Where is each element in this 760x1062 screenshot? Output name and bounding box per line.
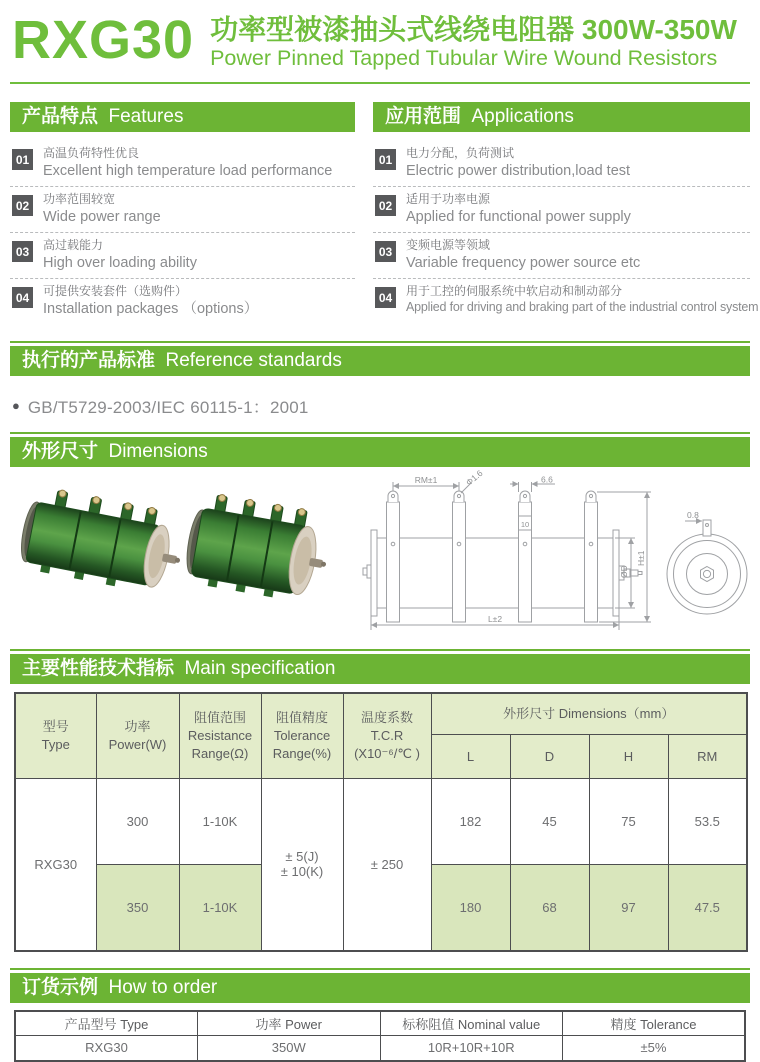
- dim-label-length: L±2: [487, 613, 503, 624]
- order-col-power: 功率 Power: [198, 1011, 381, 1036]
- item-number-badge: 02: [12, 195, 33, 216]
- side-view: [363, 482, 651, 630]
- table-row: [15, 1036, 745, 1061]
- order-heading-cn: 订货示例: [22, 976, 99, 998]
- item-text-cn: 高过载能力: [43, 238, 104, 253]
- list-item: [10, 141, 355, 187]
- list-item: [373, 141, 750, 187]
- item-text-cn: 电力分配，负荷测试: [406, 146, 515, 160]
- product-photo-1: [16, 484, 189, 597]
- spec-heading: [10, 654, 750, 684]
- table-row: [15, 1011, 745, 1036]
- section-top-rule: [10, 432, 750, 434]
- applications-column: [373, 102, 759, 325]
- order-cell-nominal: 10R+10R+10R: [380, 1036, 563, 1061]
- bullet-icon: ●: [12, 397, 20, 413]
- header-divider: [10, 82, 750, 84]
- spec-section: [0, 649, 760, 952]
- cell-d: 45: [510, 779, 589, 865]
- table-row: [15, 779, 747, 865]
- standards-heading: [10, 346, 750, 376]
- item-text-en: Applied for driving and braking part of the industrial control system: [406, 300, 759, 315]
- dimensions-heading-en: Dimensions: [108, 440, 208, 462]
- list-item: [373, 233, 750, 279]
- features-column: [10, 102, 355, 325]
- col-header-dimensions: 外形尺寸 Dimensions（mm）: [431, 693, 747, 735]
- features-heading: [10, 102, 355, 132]
- item-text-en: Installation packages （options）: [43, 301, 259, 318]
- cell-type: RXG30: [15, 779, 96, 951]
- spec-heading-en: Main specification: [184, 657, 336, 679]
- order-table: [14, 1010, 746, 1062]
- list-item: [373, 279, 759, 322]
- cell-tolerance: ± 5(J) ± 10(K): [261, 779, 343, 951]
- dim-label-tab-width-inner: 10: [520, 519, 530, 529]
- cell-h: 75: [589, 779, 668, 865]
- standard-text: GB/T5729-2003/IEC 60115-1：2001: [27, 397, 309, 417]
- standards-heading-en: Reference standards: [165, 349, 342, 371]
- order-cell-tolerance: ±5%: [563, 1036, 746, 1061]
- list-item: [10, 279, 355, 324]
- cell-d: 68: [510, 865, 589, 951]
- order-cell-type: RXG30: [15, 1036, 198, 1061]
- item-number-badge: 03: [375, 241, 396, 262]
- order-heading-en: How to order: [108, 976, 218, 998]
- product-photos: [10, 473, 355, 633]
- applications-heading-en: Applications: [471, 106, 574, 127]
- end-view: [667, 520, 747, 614]
- order-heading: [10, 973, 750, 1003]
- item-number-badge: 04: [375, 287, 396, 308]
- col-header-resistance: 阻值范围 Resistance Range(Ω): [179, 693, 261, 779]
- section-top-rule: [10, 968, 750, 970]
- dim-label-tab-width: 6.6: [541, 474, 553, 484]
- cell-rm: 53.5: [668, 779, 747, 865]
- spec-heading-cn: 主要性能技术指标: [22, 657, 175, 679]
- cell-range: 1-10K: [179, 865, 261, 951]
- cell-power: 300: [96, 779, 179, 865]
- item-number-badge: 01: [375, 149, 396, 170]
- standards-section: [0, 341, 760, 418]
- col-header-tolerance: 阻值精度 Tolerance Range(%): [261, 693, 343, 779]
- dimensions-heading: [10, 437, 750, 467]
- dim-label-hole-dia: Φ1.6: [463, 467, 485, 488]
- col-header-type: 型号 Type: [15, 693, 96, 779]
- applications-list: [373, 141, 759, 322]
- standard-entry: [12, 393, 750, 418]
- col-header-tcr: 温度系数 T.C.R (X10⁻⁶/℃ ): [343, 693, 431, 779]
- standards-heading-cn: 执行的产品标准: [22, 349, 156, 371]
- col-header-d: D: [510, 735, 589, 779]
- cell-rm: 47.5: [668, 865, 747, 951]
- page-title-cn: 功率型被漆抽头式线绕电阻器 300W-350W: [210, 14, 737, 45]
- item-text-en: Applied for functional power supply: [406, 209, 631, 226]
- item-text-en: Wide power range: [43, 209, 161, 226]
- dim-label-plate-thickness: 0.8: [687, 509, 699, 520]
- col-header-l: L: [431, 735, 510, 779]
- features-heading-cn: 产品特点: [22, 106, 99, 127]
- section-top-rule: [10, 341, 750, 343]
- item-text-cn: 用于工控的伺服系统中软启动和制动部分: [406, 284, 623, 299]
- dim-label-rm: RM±1: [414, 474, 438, 485]
- item-number-badge: 04: [12, 287, 33, 308]
- dimensions-section: [0, 432, 760, 637]
- item-number-badge: 03: [12, 241, 33, 262]
- section-top-rule: [10, 649, 750, 651]
- item-text-cn: 高温负荷特性优良: [43, 146, 140, 160]
- dim-label-body-dia: ØD: [619, 564, 629, 578]
- cell-power: 350: [96, 865, 179, 951]
- applications-heading: [373, 102, 750, 132]
- cell-h: 97: [589, 865, 668, 951]
- item-number-badge: 01: [12, 149, 33, 170]
- order-section: [0, 968, 760, 1062]
- col-header-h: H: [589, 735, 668, 779]
- col-header-rm: RM: [668, 735, 747, 779]
- item-text-en: Electric power distribution,load test: [406, 163, 631, 179]
- dimensions-content: [10, 467, 750, 637]
- item-text-en: Excellent high temperature load performance: [43, 163, 333, 179]
- features-applications-section: [10, 102, 759, 325]
- item-text-cn: 可提供安装套件（选购件）: [43, 284, 188, 299]
- item-text-cn: 适用于功率电源: [406, 192, 491, 207]
- cell-tcr: ± 250: [343, 779, 431, 951]
- col-header-power: 功率 Power(W): [96, 693, 179, 779]
- order-cell-power: 350W: [198, 1036, 381, 1061]
- cell-l: 180: [431, 865, 510, 951]
- list-item: [10, 233, 355, 279]
- header: [0, 0, 760, 78]
- order-col-nominal: 标称阻值 Nominal value: [380, 1011, 563, 1036]
- item-text-en: High over loading ability: [43, 255, 197, 272]
- list-item: [10, 187, 355, 233]
- dimensions-heading-cn: 外形尺寸: [22, 440, 99, 462]
- order-col-type: 产品型号 Type: [15, 1011, 198, 1036]
- item-text-cn: 变频电源等领域: [406, 238, 491, 253]
- features-heading-en: Features: [108, 106, 184, 127]
- item-text-cn: 功率范围较宽: [43, 192, 116, 207]
- dim-label-height: H±1: [636, 549, 646, 566]
- header-titles: [210, 12, 737, 72]
- list-item: [373, 187, 750, 233]
- item-text-en: Variable frequency power source etc: [406, 255, 641, 272]
- product-photo-2: [182, 490, 335, 605]
- page-title-en: Power Pinned Tapped Tubular Wire Wound Resistors: [210, 46, 718, 71]
- item-number-badge: 02: [375, 195, 396, 216]
- cell-range: 1-10K: [179, 779, 261, 865]
- order-col-tolerance: 精度 Tolerance: [563, 1011, 746, 1036]
- dimension-drawing: [363, 467, 750, 633]
- spec-table: [14, 692, 748, 952]
- applications-heading-cn: 应用范围: [385, 106, 462, 127]
- cell-l: 182: [431, 779, 510, 865]
- product-model: RXG30: [12, 10, 195, 70]
- features-list: [10, 141, 355, 325]
